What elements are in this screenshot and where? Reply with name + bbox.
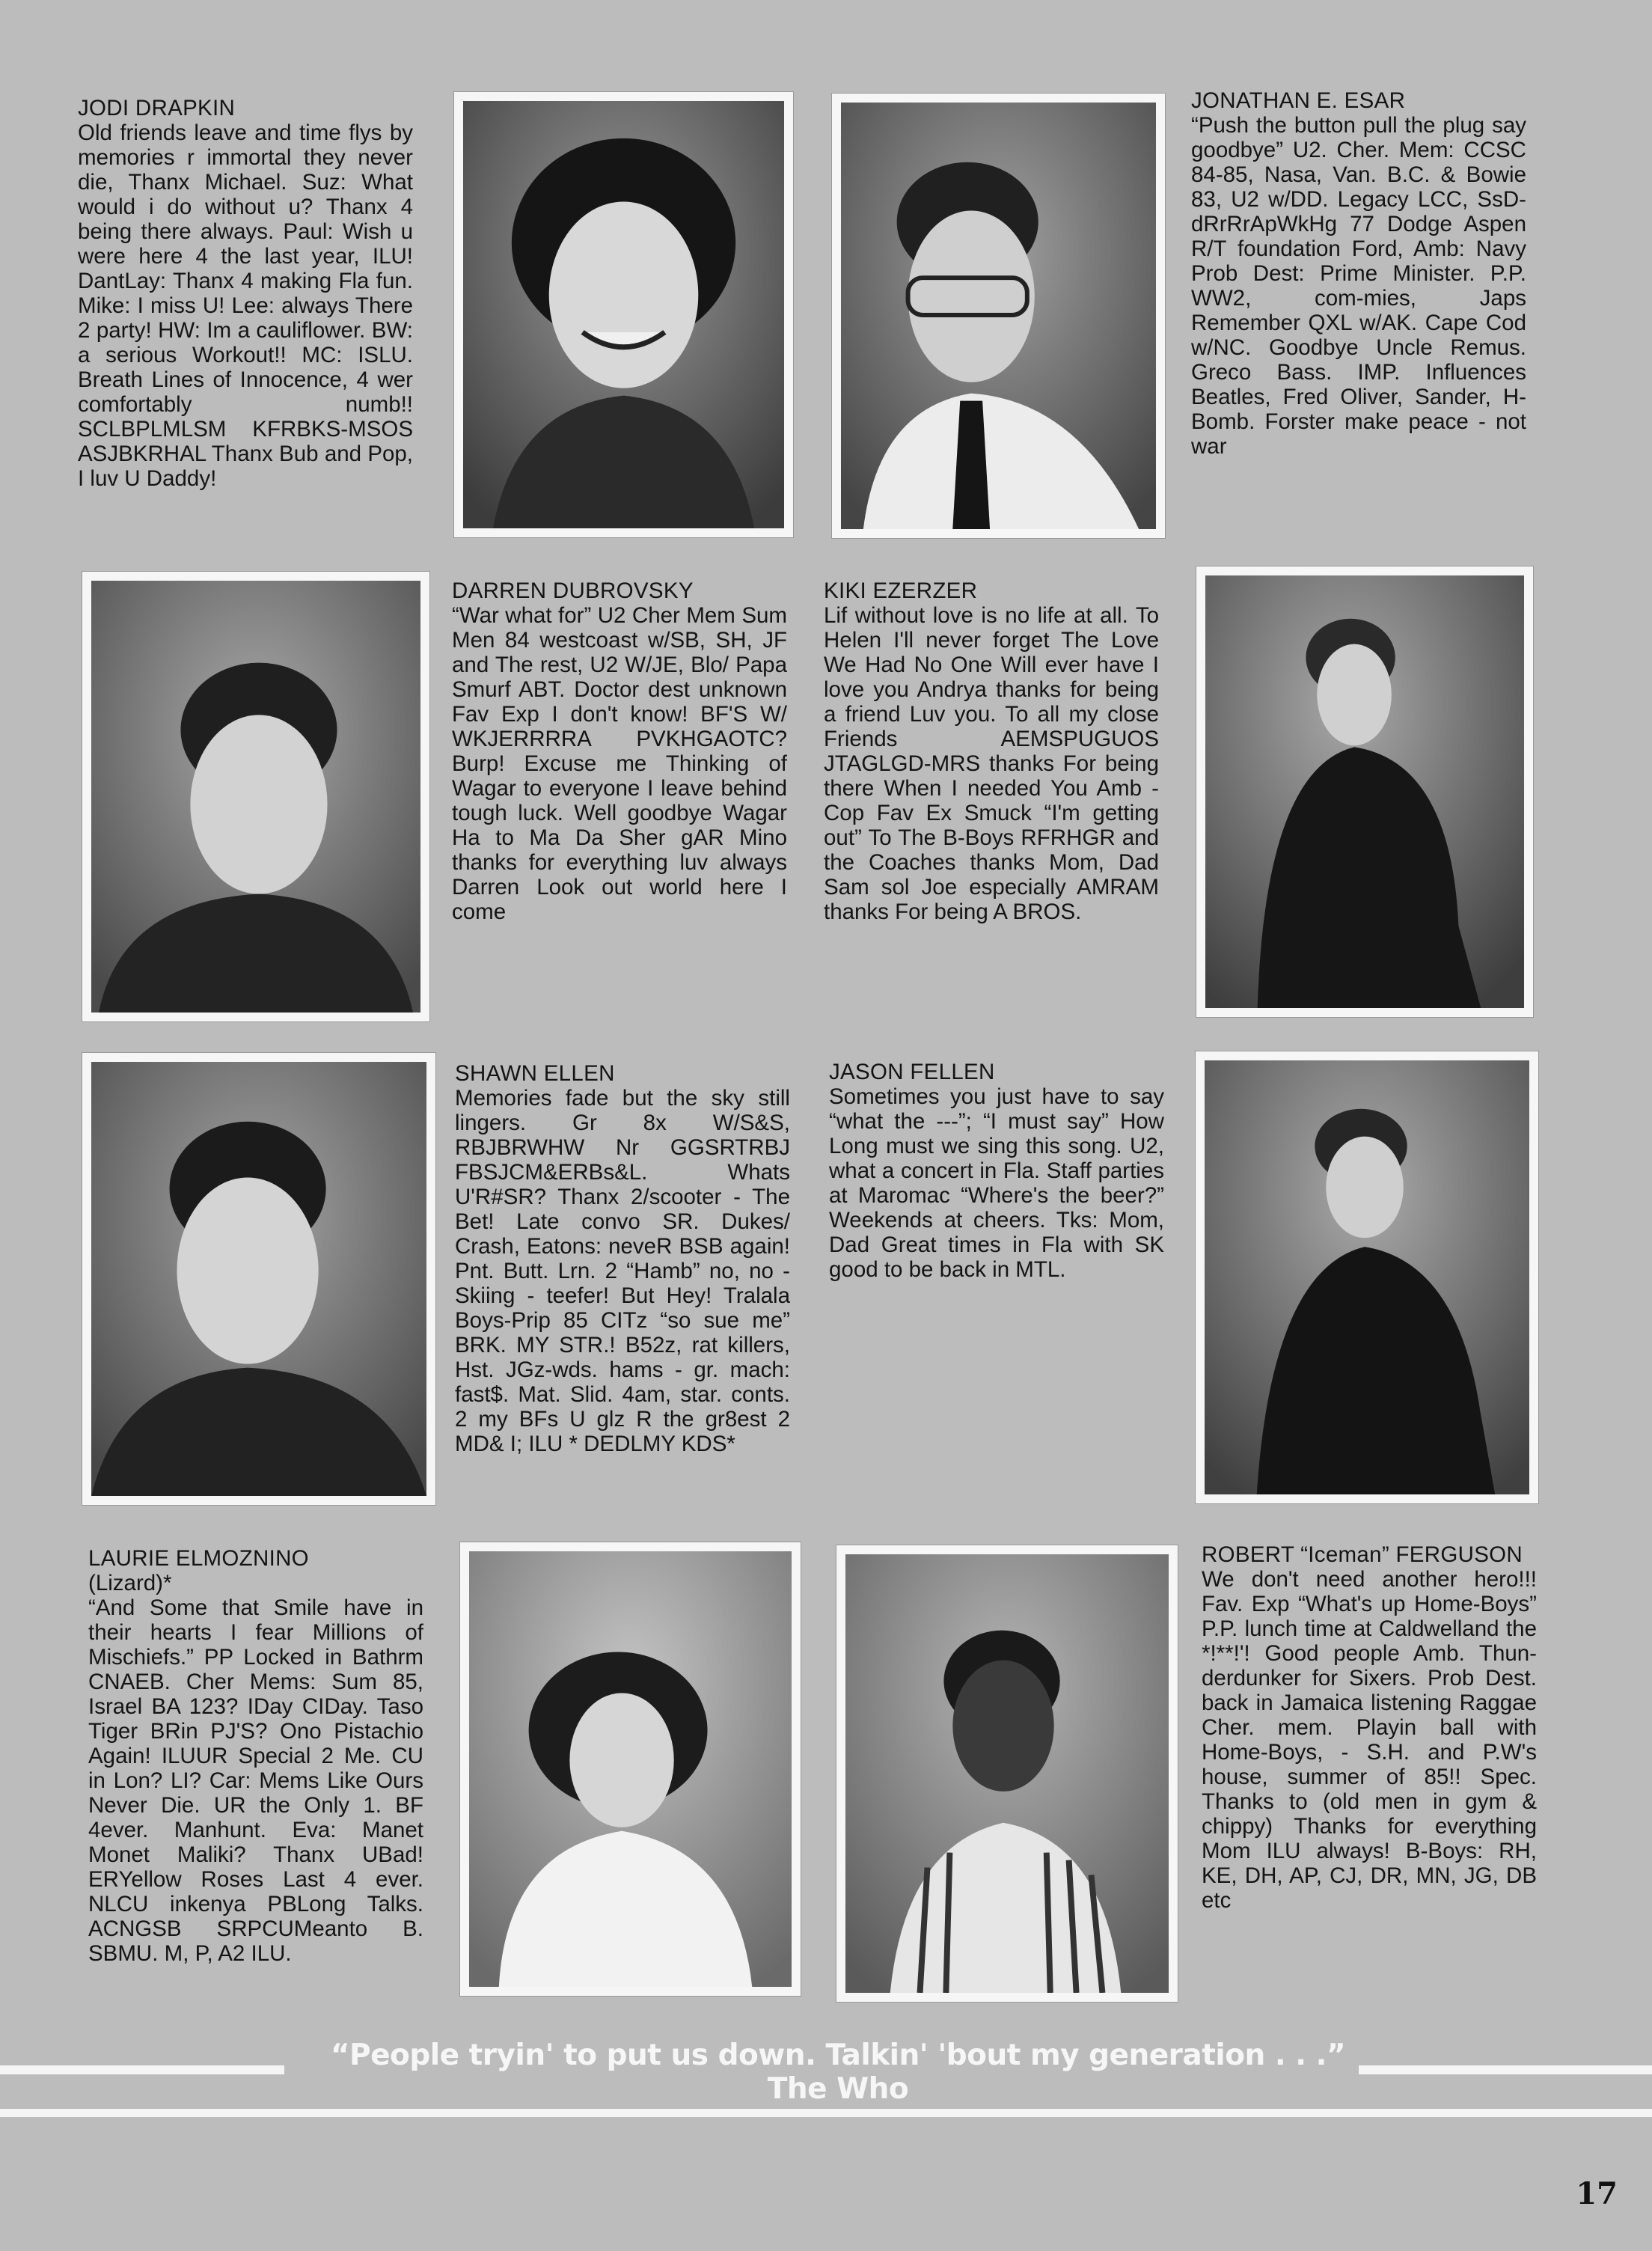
student-quote: Old friends leave and time flys by memories r immortal they never die, Thanx Michael. Suz: What would i do without u? Thanx 4 being there always. Paul: Wish u were here 4 the last year, ILU! DantLay: Thanx 4 making Fla fun. Mike: I miss U! Lee: always There 2 party! HW: Im a cauliflower. BW: a serious Workout!! MC: ISLU. Breath Lines of Innocence, 4 wer comfortably numb!! SCLBPLMLSM KFRBKS-MSOS ASJBKRHAL Thanx Bub and Pop, I luv U Daddy! xyxy=(78,120,413,491)
student-photo-drapkin xyxy=(453,91,794,538)
student-photo-ezerzer xyxy=(1196,566,1534,1018)
student-quote: Sometimes you just have to say “what the ---”; “I must say” How Long must we sing this song. U2, what a concert in Fla. Staff parties at Maromac “Where's the beer?” Weekends at cheers. Tks: Mom, Dad Great times in Fla with SK good to be back in MTL. xyxy=(829,1084,1164,1282)
student-photo-dubrovsky xyxy=(82,571,430,1022)
student-entry-ezerzer xyxy=(824,578,1159,924)
student-entry-ferguson xyxy=(1202,1542,1537,1913)
student-photo-elmoznino xyxy=(459,1542,801,1997)
portrait-image xyxy=(1205,1060,1529,1494)
student-quote: Memories fade but the sky still lingers. Gr 8x W/S&S, RBJBRWHW Nr GGSRTRBJ FBSJCM&ERBs&L. Whats U'R#SR? Thanx 2/scooter - The Bet! Late convo SR. Dukes/ Crash, Eatons: neveR BSB again! Pnt. Butt. Lrn. 2 “Hamb” no, no - Skiing - teefer! But Hey! Tralala Boys-Prip 85 CITz “so sue me” BRK. MY STR.! B52z, rat killers, Hst. JGz-wds. hams - gr. mach: fast$. Mat. Slid. 4am, star. conts. 2 my BFs U glz R the gr8est 2 MD& I; ILU * DEDLMY KDS* xyxy=(455,1086,790,1456)
student-quote: “And Some that Smile have in their hearts I fear Millions of Mischiefs.” PP Locked in Bathrm CNAEB. Cher Mems: Sum 85, Israel BA 123? IDay CIDay. Taso Tiger BRin PJ'S? Ono Pistachio Again! ILUUR Special 2 Me. CU in Lon? LI? Car: Mems Like Ours Never Die. UR the Only 1. BF 4ever. Manhunt. Eva: Manet Monet Maliki? Thanx UBad! ERYellow Roses Last 4 ever. NLCU inkenya PBLong Talks. ACNGSB SRPCUMeanto B. SBMU. M, P, A2 ILU. xyxy=(88,1595,423,1966)
caption-rule-bottom xyxy=(0,2109,1652,2117)
student-quote: “War what for” U2 Cher Mem Sum Men 84 westcoast w/SB, SH, JF and The rest, U2 W/JE, Blo/ Papa Smurf ABT. Doctor dest unknown Fav Exp I don't know! BF'S W/ WKJERRRRA PVKHGAOTC? Burp! Excuse me Thinking of Wagar to everyone I leave behind tough luck. Well goodbye Wagar Ha to Ma Da Sher gAR Mino thanks for everything luv always Darren Look out world here I come xyxy=(452,603,787,924)
student-quote: Lif without love is no life at all. To Helen I'll never forget The Love We Had No One Will ever have I love you Andrya thanks for being a friend Luv you. To all my close Friends AEMSPUGUOS JTAGLGD-MRS thanks For being there When I needed You Amb - Cop Fav Ex Smuck “I'm getting out” To The B-Boys RFRHGR and the Coaches thanks Mom, Dad Sam sol Joe especially AMRAM thanks For being A BROS. xyxy=(824,603,1159,924)
portrait-image xyxy=(463,101,784,528)
student-entry-elmoznino xyxy=(88,1546,423,1966)
student-name: JASON FELLEN xyxy=(829,1060,995,1084)
student-entry-ellen xyxy=(455,1061,790,1456)
student-photo-fellen xyxy=(1195,1051,1539,1504)
student-name: JODI DRAPKIN xyxy=(78,96,236,120)
caption-rule-right xyxy=(1359,2065,1652,2074)
portrait-image xyxy=(845,1554,1169,1993)
student-entry-fellen xyxy=(829,1060,1164,1282)
student-nickname: (Lizard)* xyxy=(88,1571,172,1595)
portrait-image xyxy=(841,103,1156,529)
student-photo-ferguson xyxy=(836,1545,1178,2003)
student-name: LAURIE ELMOZNINO xyxy=(88,1546,309,1571)
student-name: JONATHAN E. ESAR xyxy=(1191,88,1406,113)
student-entry-esar xyxy=(1191,88,1526,459)
student-name: SHAWN ELLEN xyxy=(455,1061,615,1086)
student-name: DARREN DUBROVSKY xyxy=(452,578,694,603)
student-photo-esar xyxy=(831,93,1166,539)
student-quote: “Push the button pull the plug say goodbye” U2. Cher. Mem: CCSC 84-85, Nasa, Van. B.C. & Bowie 83, U2 w/DD. Legacy LCC, SsD-dRrRrApWkHg 77 Dodge Aspen R/T foundation Ford, Amb: Navy Prob Dest: Prime Minister. P.P. WW2, com-mies, Japs Remember QXL w/AK. Cape Cod w/NC. Goodbye Uncle Remus. Greco Bass. IMP. Influences Beatles, Fred Oliver, Sander, H-Bomb. Forster make peace - not war xyxy=(1191,113,1526,459)
portrait-image xyxy=(469,1551,792,1987)
caption-rule-left xyxy=(0,2065,284,2074)
student-entry-drapkin xyxy=(78,96,413,491)
page-caption: “People tryin' to put us down. Talkin' 'bout my generation . . .” The Who xyxy=(330,2038,1346,2106)
portrait-image xyxy=(91,581,420,1013)
student-name: KIKI EZERZER xyxy=(824,578,978,603)
student-photo-ellen xyxy=(82,1052,436,1506)
student-quote: We don't need another hero!!! Fav. Exp “What's up Home-Boys” P.P. lunch time at Caldwelland the *!**!'! Good people Amb. Thun-derdunker for Sixers. Prob Dest. back in Jamaica listening Raggae Cher. mem. Playin ball with Home-Boys, - S.H. and P.W's house, summer of 85!! Spec. Thanks to (old men in gym & chippy) Thanks for everything Mom ILU always! B-Boys: RH, KE, DH, AP, CJ, DR, MN, JG, DB etc xyxy=(1202,1567,1537,1913)
page-number: 17 xyxy=(1576,2176,1618,2211)
student-entry-dubrovsky xyxy=(452,578,787,924)
portrait-image xyxy=(91,1062,426,1496)
student-name: ROBERT “Iceman” FERGUSON xyxy=(1202,1542,1523,1567)
portrait-image xyxy=(1205,575,1524,1008)
